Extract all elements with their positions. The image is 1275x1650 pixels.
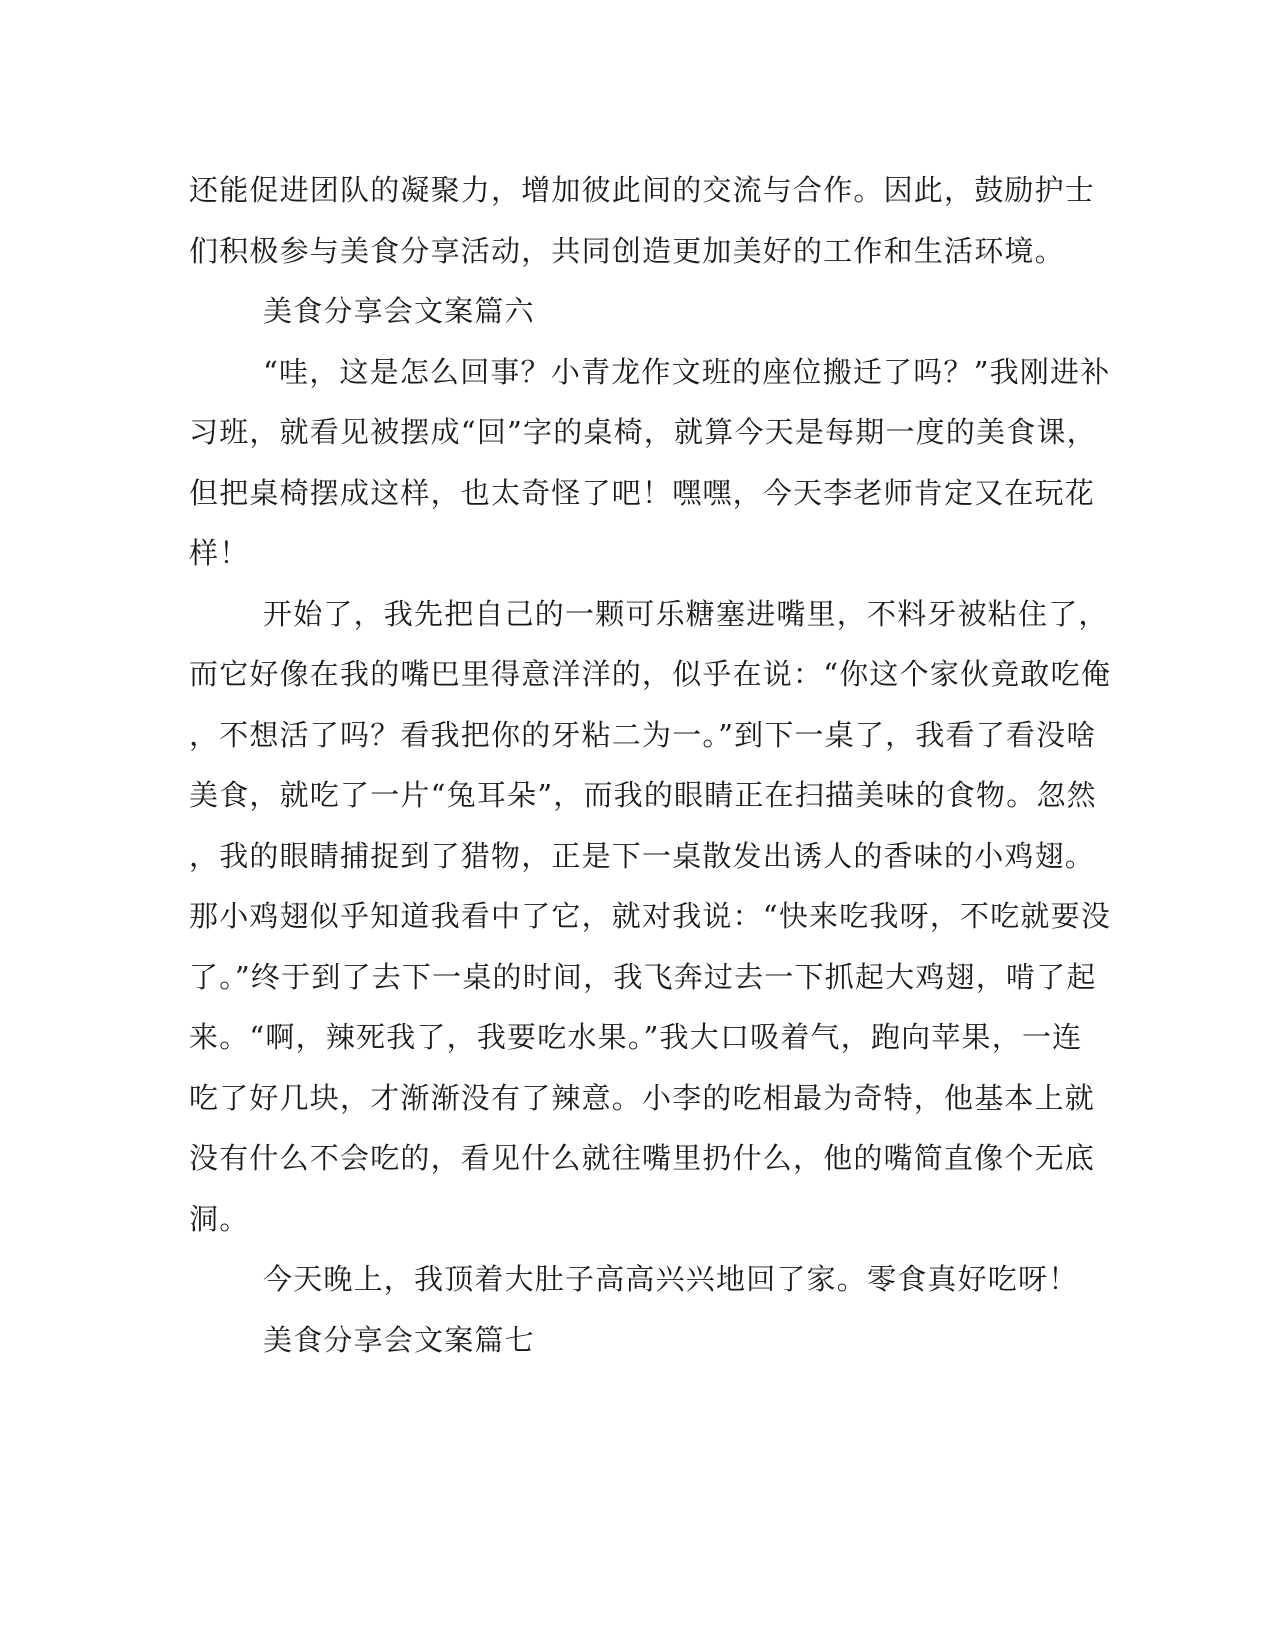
paragraph-line: 样！ [189,536,250,570]
paragraph-line: 那小鸡翅似乎知道我看中了它，就对我说：“快来吃我呀，不吃就要没 [189,899,1112,933]
paragraph-line: 而它好像在我的嘴巴里得意洋洋的，似乎在说：“你这个家伙竟敢吃俺 [189,657,1112,691]
paragraph-line: 们积极参与美食分享活动，共同创造更加美好的工作和生活环境。 [189,233,1065,268]
paragraph-line: 今天晚上，我顶着大肚子高高兴兴地回了家。零食真好吃呀！ [263,1262,1079,1296]
document-body [189,160,1112,1370]
paragraph-line: 美食，就吃了一片“兔耳朵”，而我的眼睛正在扫描美味的食物。忽然 [189,778,1097,812]
paragraph-line: 还能促进团队的凝聚力，增加彼此间的交流与合作。因此，鼓励护士 [189,173,1096,207]
section-heading-six: 美食分享会文案篇六 [263,294,535,328]
section-heading-seven: 美食分享会文案篇七 [263,1322,535,1357]
paragraph-line: ，不想活了吗？看我把你的牙粘二为一。”到下一桌了，我看了看没啥 [189,717,1097,752]
paragraph-line: 来。“啊，辣死我了，我要吃水果。”我大口吸着气，跑向苹果，一连 [189,1020,1083,1054]
paragraph-line: 没有什么不会吃的，看见什么就往嘴里扔什么，他的嘴简直像个无底 [189,1141,1096,1175]
paragraph-line: ，我的眼睛捕捉到了猎物，正是下一桌散发出诱人的香味的小鸡翅。 [189,838,1096,873]
paragraph-line: 吃了好几块，才渐渐没有了辣意。小李的吃相最为奇特，他基本上就 [189,1080,1096,1115]
paragraph-line: “哇，这是怎么回事？小青龙作文班的座位搬迁了吗？”我刚进补 [263,354,1111,389]
paragraph-line: 洞。 [189,1201,250,1236]
paragraph-line: 了。”终于到了去下一桌的时间，我飞奔过去一下抓起大鸡翅，啃了起 [189,959,1097,994]
paragraph-line: 习班，就看见被摆成“回”字的桌椅，就算今天是每期一度的美食课， [189,415,1097,449]
paragraph-line: 开始了，我先把自己的一颗可乐糖塞进嘴里，不料牙被粘住了， [263,596,1109,631]
paragraph-line: 但把桌椅摆成这样，也太奇怪了吧！嘿嘿，今天李老师肯定又在玩花 [189,475,1096,510]
